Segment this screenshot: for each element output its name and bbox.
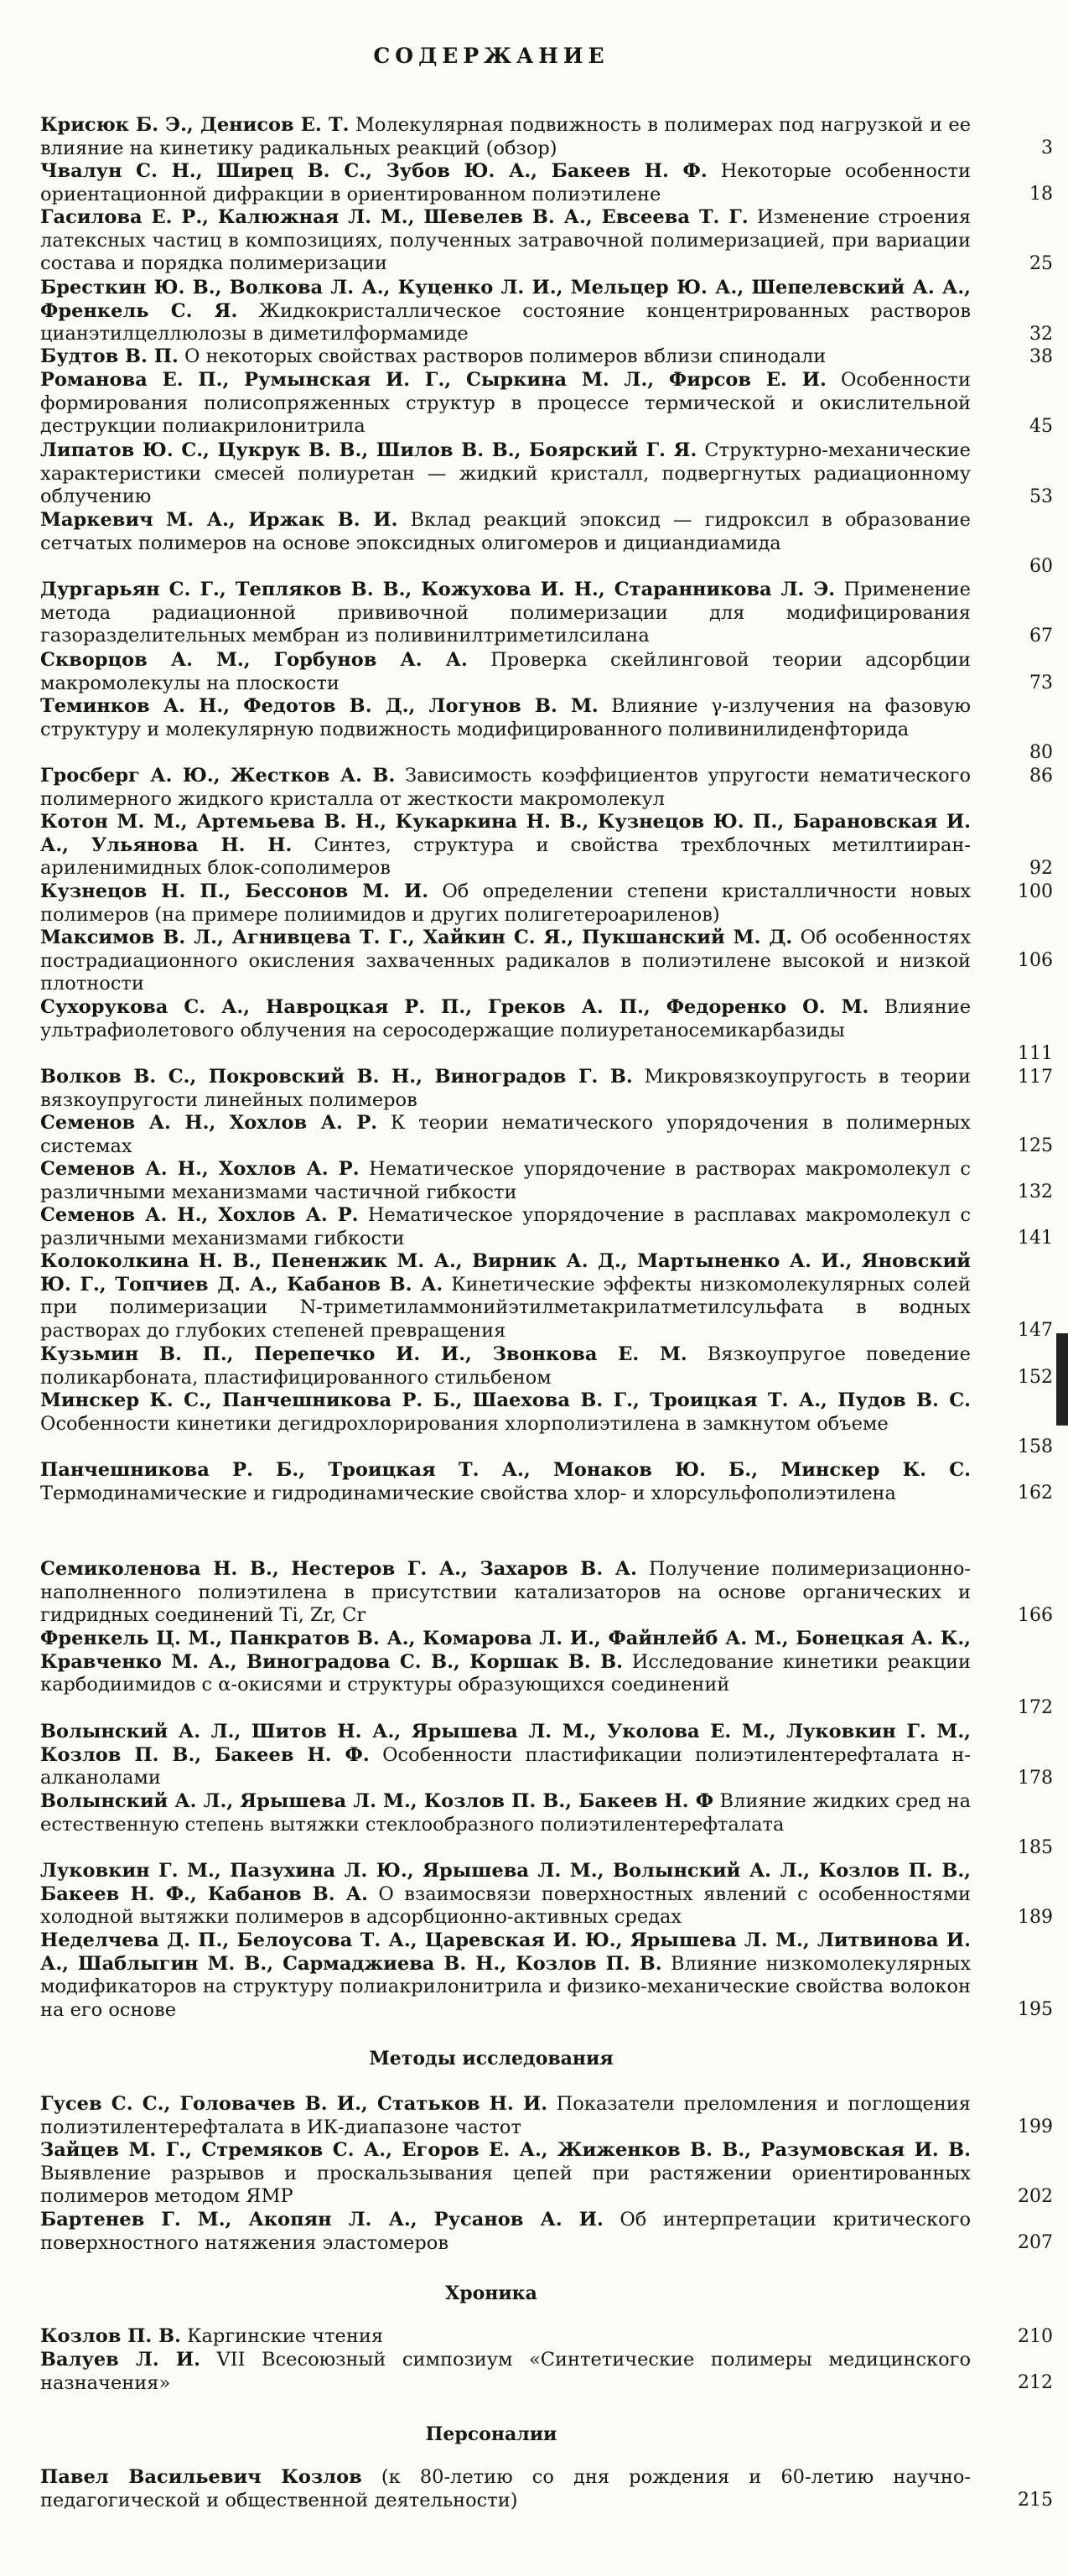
toc-entry: [40, 1389, 1053, 1457]
toc-entry: [40, 1204, 1053, 1250]
entry-page: 80: [1029, 742, 1053, 763]
entry-authors: Семиколенова Н. В., Нестеров Г. А., Захаров В. А.: [40, 1558, 637, 1580]
entry-page: 202: [1018, 2186, 1053, 2207]
toc-entry: [40, 509, 1053, 577]
entry-authors: Валуев Л. И.: [40, 2349, 200, 2371]
toc-entry: [40, 1929, 1053, 2022]
entry-page: 32: [1029, 324, 1053, 345]
entry-authors: Панчешникова Р. Б., Троицкая Т. А., Монаков Ю. Б., Минскер К. С.: [40, 1459, 971, 1481]
entry-authors: Неделчева Д. П., Белоусова Т. А., Царевская И. Ю., Ярышева Л. М., Литвинова И. А., Шаблыгин М. В., Сармаджиева В. Н., Козлов П. В.: [40, 1929, 971, 1975]
entry-authors: Крисюк Б. Э., Денисов Е. Т.: [40, 114, 350, 136]
entry-title: Об определении степени кристалличности новых полимеров (на примере полиимидов и других полигетероариленов): [40, 880, 972, 926]
entry-title: Влияние низкомолекулярных модификаторов на структуру полиакрилонитрила и физико-механические свойства волокон на его основе: [40, 1952, 972, 2021]
entry-page: 86: [1029, 766, 1053, 787]
entry-authors: Френкель Ц. М., Панкратов В. А., Комарова Л. И., Файнлейб А. М., Бонецкая А. К., Кравченко М. А., Виноградова С. В., Коршак В. В.: [40, 1628, 971, 1673]
entry-title: Особенности формирования полисопряженных структур в процессе термической и окислительной деструкции полиакрилонитрила: [40, 369, 971, 437]
toc-entry: [40, 1250, 1053, 1343]
entry-authors: Козлов П. В.: [40, 2325, 181, 2347]
entry-authors: Минскер К. С., Панчешникова Р. Б., Шаехова В. Г., Троицкая Т. А., Пудов В. С.: [40, 1389, 971, 1411]
entry-title: Нематическое упорядочение в расплавах макромолекул с различными механизмами гибкости: [40, 1204, 971, 1249]
entry-authors: Бартенев Г. М., Акопян Л. А., Русанов А. И.: [40, 2209, 604, 2231]
toc-entry: [40, 2209, 1053, 2255]
entry-title: К теории нематического упорядочения в полимерных системах: [40, 1112, 971, 1157]
entry-page: 166: [1018, 1605, 1053, 1626]
section-heading-chronicle: Хроника: [445, 2283, 537, 2304]
entry-page: 25: [1029, 253, 1053, 274]
toc-entry: [40, 1112, 1053, 1158]
entry-authors: Маркевич М. А., Иржак В. И.: [40, 509, 398, 531]
entry-page: 60: [1029, 556, 1053, 577]
entry-title: Влияние γ-излучения на фазовую структуру и молекулярную подвижность модифицированного поливинилиденфторида: [40, 695, 971, 740]
toc-entry: [40, 114, 1053, 161]
entry-title: Об особенностях пострадиационного окисления захваченных радикалов в полиэтилене высокой и низкой плотности: [40, 927, 972, 995]
entry-title: Проверка скейлинговой теории адсорбции макромолекулы на плоскости: [40, 649, 971, 694]
toc-entry: [40, 996, 1053, 1064]
toc-entry: [40, 369, 1053, 439]
entry-page: 125: [1018, 1135, 1053, 1156]
entry-authors: Гусев С. С., Головачев В. И., Статьков Н. И.: [40, 2093, 548, 2115]
entry-authors: Волынский А. Л., Шитов Н. А., Ярышева Л. М., Уколова Е. М., Луковкин Г. М., Козлов П. В., Бакеев Н. Ф.: [40, 1721, 971, 1766]
entry-title: Исследование кинетики реакции карбодиимидов с α-окисями и структуры образующихся соединений: [40, 1650, 972, 1696]
entry-page: 162: [1018, 1483, 1053, 1504]
entry-page: 199: [1018, 2116, 1053, 2137]
page-title: СОДЕРЖАНИЕ: [373, 44, 609, 68]
entry-authors: Чвалун С. Н., Ширец В. С., Зубов Ю. А., Бакеев Н. Ф.: [40, 160, 708, 182]
entry-authors: Павел Васильевич Козлов: [40, 2466, 362, 2488]
section-heading-methods: Методы исследования: [369, 2048, 614, 2070]
entry-page: 189: [1018, 1907, 1053, 1928]
toc-entry: [40, 927, 1053, 996]
toc-entry: [40, 649, 1053, 695]
entry-title: Особенности пластификации полиэтилентерефталата н-алканолами: [40, 1743, 971, 1789]
toc-entry: [40, 1459, 1053, 1505]
entry-authors: Кузьмин В. П., Перепечко И. И., Звонкова Е. М.: [40, 1343, 687, 1365]
entry-authors: Скворцов А. М., Горбунов А. А.: [40, 649, 468, 671]
entry-authors: Гасилова Е. Р., Калюжная Л. М., Шевелев В. А., Евсеева Т. Г.: [40, 206, 749, 228]
entry-authors: Липатов Ю. С., Цукрук В. В., Шилов В. В., Боярский Г. Я.: [40, 439, 697, 461]
entry-title: Некоторые особенности ориентационной дифракции в ориентированном полиэтилене: [40, 160, 971, 205]
entry-page: 185: [1018, 1837, 1053, 1858]
entry-page: 147: [1018, 1320, 1053, 1341]
toc-entry: [40, 277, 1053, 346]
entry-authors: Дургарьян С. Г., Тепляков В. В., Кожухова И. Н., Старанникова Л. Э.: [40, 579, 836, 600]
entry-page: 195: [1018, 1999, 1053, 2020]
entry-title: Вклад реакций эпоксид — гидроксил в образование сетчатых полимеров на основе эпоксидных олигомеров и дициандиамида: [40, 509, 972, 554]
entry-authors: Колоколкина Н. В., Пененжик М. А., Вирник А. Д., Мартыненко А. И., Яновский Ю. Г., Топчиев Д. А., Кабанов В. А.: [40, 1250, 971, 1296]
entry-title: Зависимость коэффициентов упругости нематического полимерного жидкого кристалла от жесткости макромолекул: [40, 765, 971, 810]
toc-entry: [40, 2325, 1053, 2349]
entry-authors: Зайцев М. Г., Стремяков С. А., Егоров Е. А., Жиженков В. В., Разумовская И. В.: [40, 2139, 971, 2161]
entry-title: Каргинские чтения: [187, 2325, 384, 2347]
toc-entry: [40, 2466, 1053, 2512]
toc-entry: [40, 2139, 1053, 2209]
toc-entry: [40, 2349, 1053, 2395]
toc-entry: [40, 1721, 1053, 1790]
entry-authors: Будтов В. П.: [40, 345, 179, 367]
toc-entry: [40, 1860, 1053, 1929]
entry-page: 73: [1029, 673, 1053, 693]
entry-title: Об интерпретации критического поверхностного натяжения эластомеров: [40, 2209, 972, 2254]
entry-title: Показатели преломления и поглощения полиэтилентерефталата в ИК-диапазоне частот: [40, 2093, 971, 2138]
entry-page: 158: [1018, 1436, 1053, 1457]
toc-entry: [40, 1558, 1053, 1628]
entry-page: 45: [1029, 416, 1053, 437]
entry-title: Выявление разрывов и проскальзывания цепей при растяжении ориентированных полимеров методом ЯМР: [40, 2162, 971, 2207]
toc-entry: [40, 2093, 1053, 2139]
toc-entry: [40, 880, 1053, 927]
toc-entry: [40, 439, 1053, 509]
entry-page: 178: [1018, 1768, 1053, 1789]
entry-authors: Волынский А. Л., Ярышева Л. М., Козлов П. В., Бакеев Н. Ф: [40, 1790, 714, 1812]
entry-title: Нематическое упорядочение в растворах макромолекул с различными механизмами частичной гибкости: [40, 1158, 971, 1203]
entry-authors: Теминков А. Н., Федотов В. Д., Логунов В. М.: [40, 695, 599, 717]
toc-entry: [40, 160, 1053, 206]
entry-title: Жидкокристаллическое состояние концентрированных растворов цианэтилцеллюлозы в диметилформамиде: [40, 299, 971, 345]
toc-entry: [40, 765, 1053, 811]
entry-authors: Гросберг А. Ю., Жестков А. В.: [40, 765, 396, 787]
entry-page: 53: [1029, 486, 1053, 507]
entry-authors: Волков В. С., Покровский В. Н., Виноградов Г. В.: [40, 1066, 633, 1088]
entry-title: Структурно-механические характеристики смесей полиуретан — жидкий кристалл, подвергнутых радиационному облучению: [40, 439, 971, 507]
entry-title: О взаимосвязи поверхностных явлений с особенностями холодной вытяжки полимеров в адсорбционно-активных средах: [40, 1883, 971, 1928]
toc-entry: [40, 1158, 1053, 1204]
entry-page: 3: [1041, 138, 1053, 158]
toc-entry: [40, 206, 1053, 276]
entry-page: 100: [1018, 881, 1053, 902]
section-heading-personalia: Персоналии: [425, 2423, 557, 2445]
entry-title: Кинетические эффекты низкомолекулярных солей при полимеризации N-триметиламмонийэтилметакрилатметилсульфата в водных растворах до глубоких степеней превращения: [40, 1273, 971, 1342]
entry-title: Молекулярная подвижность в полимерах под нагрузкой и ее влияние на кинетику радикальных реакций (обзор): [40, 114, 972, 159]
entry-title: Термодинамические и гидродинамические свойства хлор- и хлорсульфополиэтилена: [40, 1482, 896, 1504]
entry-page: 38: [1029, 346, 1053, 367]
entry-title: Микровязкоупругость в теории вязкоупругости линейных полимеров: [40, 1066, 971, 1111]
entry-page: 92: [1029, 858, 1053, 879]
entry-title: VII Всесоюзный симпозиум «Синтетические полимеры медицинского назначения»: [40, 2349, 971, 2394]
toc-entry: [40, 1066, 1053, 1112]
toc-entry: [40, 695, 1053, 763]
entry-page: 111: [1018, 1043, 1053, 1064]
toc-entry: [40, 345, 1053, 369]
entry-page: 210: [1018, 2326, 1053, 2347]
entry-title: Влияние ультрафиолетового облучения на серосодержащие полиуретаносемикарбазиды: [40, 996, 972, 1041]
scan-edge-mark: [1056, 1333, 1068, 1426]
entry-authors: Семенов А. Н., Хохлов А. Р.: [40, 1204, 359, 1226]
toc-entry: [40, 1790, 1053, 1858]
toc-entry: [40, 811, 1053, 880]
entry-page: 141: [1018, 1228, 1053, 1249]
entry-authors: Романова Е. П., Румынская И. Г., Сыркина М. Л., Фирсов Е. И.: [40, 369, 827, 391]
entry-page: 132: [1018, 1182, 1053, 1202]
entry-title: О некоторых свойствах растворов полимеров вблизи спинодали: [184, 345, 827, 367]
entry-page: 152: [1018, 1367, 1053, 1388]
entry-title: (к 80-летию со дня рождения и 60-летию научно-педагогической и общественной деятельности): [40, 2466, 972, 2511]
entry-title: Вязкоупругое поведение поликарбоната, пластифицированного стильбеном: [40, 1343, 971, 1389]
entry-page: 106: [1018, 950, 1053, 971]
entry-page: 117: [1018, 1067, 1053, 1088]
entry-title: Получение полимеризационно-наполненного полиэтилена в присутствии катализаторов на основе органических и гидридных соединений Ti, Zr, Cr: [40, 1558, 971, 1626]
entry-authors: Сухорукова С. А., Навроцкая Р. П., Греков А. П., Федоренко О. М.: [40, 996, 869, 1018]
entry-authors: Котон М. М., Артемьева В. Н., Кукаркина Н. В., Кузнецов Ю. П., Барановская И. А., Ульянова Н. Н.: [40, 811, 971, 856]
entry-authors: Семенов А. Н., Хохлов А. Р.: [40, 1158, 360, 1180]
entry-title: Применение метода радиационной прививочной полимеризации для модифицирования газоразделительных мембран из поливинилтриметилсилана: [40, 579, 971, 647]
entry-page: 207: [1018, 2232, 1053, 2253]
entry-page: 212: [1018, 2372, 1053, 2393]
entry-authors: Максимов В. Л., Агнивцева Т. Г., Хайкин С. Я., Пукшанский М. Д.: [40, 927, 793, 948]
entry-page: 67: [1029, 626, 1053, 647]
toc-entry: [40, 1343, 1053, 1389]
entry-title: Влияние жидких сред на естественную степень вытяжки стеклообразного полиэтилентерефталата: [40, 1790, 972, 1836]
entry-authors: Семенов А. Н., Хохлов А. Р.: [40, 1112, 378, 1134]
entry-title: Синтез, структура и свойства трехблочных метилтииран-ариленимидных блок-сополимеров: [40, 834, 971, 879]
entry-page: 215: [1018, 2490, 1053, 2511]
entry-page: 18: [1029, 184, 1053, 205]
entry-authors: Бресткин Ю. В., Волкова Л. А., Куценко Л. И., Мельцер Ю. А., Шепелевский А. А., Френкель С. Я.: [40, 277, 971, 322]
entry-authors: Луковкин Г. М., Пазухина Л. Ю., Ярышева Л. М., Волынский А. Л., Козлов П. В., Бакеев Н. Ф., Кабанов В. А.: [40, 1860, 971, 1905]
entry-title: Особенности кинетики дегидрохлорирования хлорполиэтилена в замкнутом объеме: [40, 1412, 889, 1435]
toc-entry: [40, 579, 1053, 648]
entry-page: 172: [1018, 1697, 1053, 1718]
entry-title: Изменение строения латексных частиц в композициях, полученных затравочной полимеризацией, при вариации состава и порядка полимеризации: [40, 206, 972, 274]
toc-entry: [40, 1628, 1053, 1718]
entry-authors: Кузнецов Н. П., Бессонов М. И.: [40, 880, 429, 902]
